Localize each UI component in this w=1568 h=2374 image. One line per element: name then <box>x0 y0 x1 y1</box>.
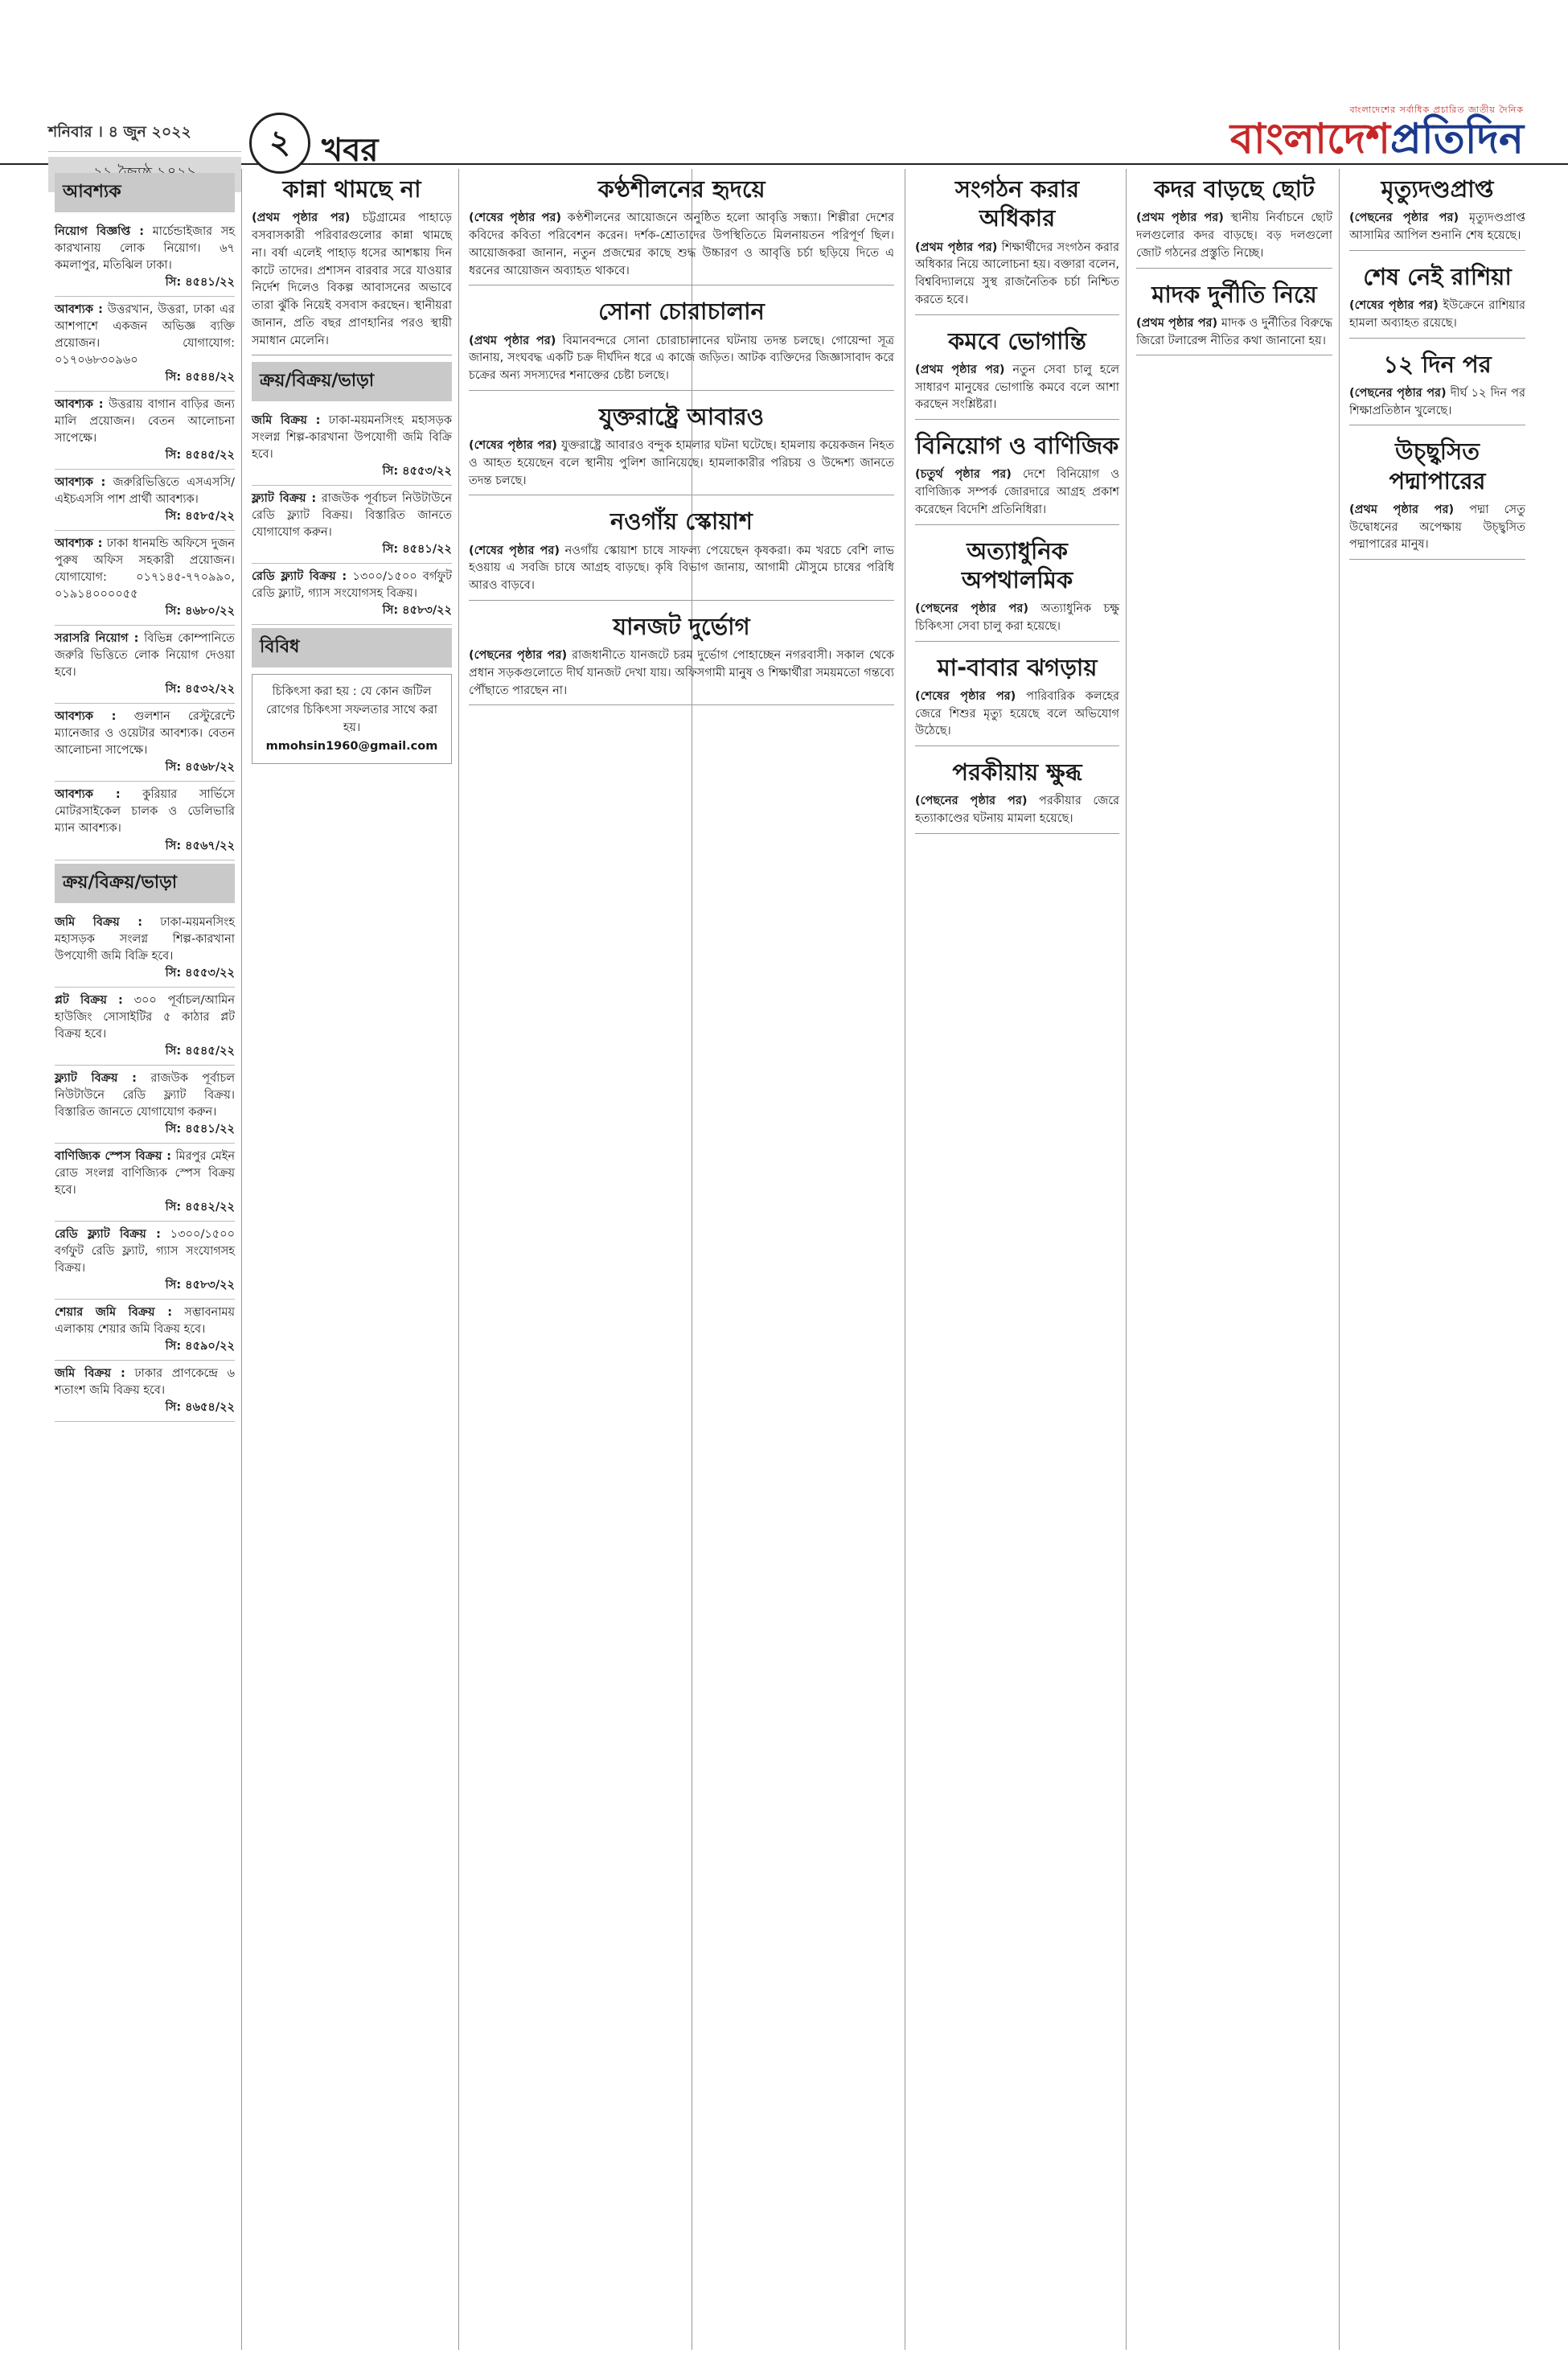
story-body: (শেষের পৃষ্ঠার পর) পারিবারিক কলহের জেরে শিশুর মৃত্যু হয়েছে বলে অভিযোগ উঠেছে। <box>915 689 1119 738</box>
story-body: (শেষের পৃষ্ঠার পর) যুক্তরাষ্ট্রে আবারও বন্দুক হামলার ঘটনা ঘটেছে। হামলায় কয়েকজন নিহত ও আহত হয়েছেন বলে স্থানীয় পুলিশ জানিয়েছে। হামলাকারীর পরিচয় ও উদ্দেশ্য জানতে তদন্ত চলছে। <box>469 439 895 487</box>
column-rule <box>1126 169 1127 2350</box>
news-story <box>469 397 894 496</box>
news-story <box>915 532 1119 642</box>
news-story <box>1349 432 1525 560</box>
news-story <box>1349 345 1525 426</box>
page-number: ২ <box>249 113 310 174</box>
news-story <box>915 648 1119 747</box>
column-rule <box>1339 169 1340 2350</box>
news-story <box>469 292 894 391</box>
classified-ad: আবশ্যক : ঢাকা ধানমন্ডি অফিসে দুজন পুরুষ অফিস সহকারী প্রয়োজন। যোগাযোগ: ০১৭১৪৫-৭৭০৯৯০, ০১৯১৪০০০০৫৫ সি: ৪৬৮০/২২ <box>55 531 235 626</box>
classified-ad: ফ্ল্যাট বিক্রয় : রাজউক পূর্বাচল নিউটাউনে রেডি ফ্ল্যাট বিক্রয়। বিস্তারিত জানতে যোগাযোগ করুন। সি: ৪৫৪১/২২ <box>55 1066 235 1144</box>
logo-part1: বাংলাদেশ <box>1229 114 1391 163</box>
newspaper-logo <box>1158 103 1524 163</box>
story-headline: সংগঠন করার অধিকার <box>954 175 1080 232</box>
news-column <box>1343 165 1532 2350</box>
classified-heading-sale-2: ক্রয়/বিক্রয়/ভাড়া <box>252 362 452 401</box>
classified-ad: আবশ্যক : উত্তরায় বাগান বাড়ির জন্য মালি প্রয়োজন। বেতন আলোচনা সাপেক্ষে। সি: ৪৫৪৫/২২ <box>55 392 235 470</box>
story-headline: অত্যাধুনিক অপথালমিক <box>961 536 1073 594</box>
classified-ad: জমি বিক্রয় : ঢাকার প্রাণকেন্দ্রে ৬ শতাংশ জমি বিক্রয় হবে। সি: ৪৬৫৪/২২ <box>55 1361 235 1422</box>
story-body: (প্রথম পৃষ্ঠার পর) চট্টগ্রামের পাহাড়ে বসবাসকারী পরিবারগুলোর কান্না থামছে না। বর্ষা এলেই পাহাড় ধসের আশঙ্কায় দিন কাটে তাদের। প্রশাসন বারবার সরে যাওয়ার নির্দেশ দিলেও বিকল্প আবাসনের অভাবে তারা ঝুঁকি নিয়েই বসবাস করছেন। স্থানীয়রা জানান, প্রতি বছর প্রাণহানির পরও স্থায়ী সমাধান মেলেনি। <box>252 212 452 347</box>
classified-heading-sale: ক্রয়/বিক্রয়/ভাড়া <box>55 864 235 903</box>
story-body: (প্রথম পৃষ্ঠার পর) শিক্ষার্থীদের সংগঠন করার অধিকার নিয়ে আলোচনা হয়। বক্তারা বলেন, বিশ্ববিদ্যালয়ে সুস্থ রাজনৈতিক চর্চা নিশ্চিত করতে হবে। <box>915 240 1119 306</box>
story-body: (প্রথম পৃষ্ঠার পর) মাদক ও দুর্নীতির বিরুদ্ধে জিরো টলারেন্স নীতির কথা জানানো হয়। <box>1136 316 1333 347</box>
news-story <box>1136 275 1332 356</box>
misc-email: mmohsin1960@gmail.com <box>265 739 438 753</box>
misc-ad: চিকিৎসা করা হয় : যে কোন জটিল রোগের চিকিৎসা সফলতার সাথে করা হয়। mmohsin1960@gmail.com <box>252 674 452 764</box>
news-story <box>469 502 894 601</box>
news-story <box>469 170 894 285</box>
section-title: খবর <box>322 132 379 169</box>
classified-heading-jobs: আবশ্যক <box>55 173 235 212</box>
news-story <box>915 426 1119 525</box>
classified-ad: ফ্ল্যাট বিক্রয় : রাজউক পূর্বাচল নিউটাউনে রেডি ফ্ল্যাট বিক্রয়। বিস্তারিত জানতে যোগাযোগ করুন। সি: ৪৫৪১/২২ <box>252 486 452 564</box>
classified-ad: শেয়ার জমি বিক্রয় : সম্ভাবনাময় এলাকায় শেয়ার জমি বিক্রয় হবে। সি: ৪৫৯০/২২ <box>55 1300 235 1361</box>
story-body: (পেছনের পৃষ্ঠার পর) রাজধানীতে যানজটে চরম দুর্ভোগ পোহাচ্ছেন নগরবাসী। সকাল থেকে প্রধান সড়কগুলোতে দীর্ঘ যানজট দেখা যায়। অফিসগামী মানুষ ও শিক্ষার্থীরা সময়মতো গন্তব্যে পৌঁছাতে পারছেন না। <box>469 649 895 697</box>
story-headline: যুক্তরাষ্ট্রে আবারও <box>598 402 765 430</box>
classified-heading-misc: বিবিধ <box>252 628 452 667</box>
story-headline: কান্না থামছে না <box>282 175 421 203</box>
story-headline: বিনিয়োগ ও বাণিজিক <box>915 432 1119 459</box>
classified-ad: আবশ্যক : উত্তরখান, উত্তরা, ঢাকা এর আশপাশে একজন অভিজ্ঞ ব্যক্তি প্রয়োজন। যোগাযোগ: ০১৭০৬৮৩০৯৬০ সি: ৪৫৪৪/২২ <box>55 297 235 392</box>
logo-part2: প্রতিদিন <box>1390 114 1524 163</box>
story-body: (প্রথম পৃষ্ঠার পর) স্থানীয় নির্বাচনে ছোট দলগুলোর কদর বাড়ছে। বড় দলগুলো জোট গঠনের প্রস্তুতি নিচ্ছে। <box>1136 212 1333 260</box>
logo-wordmark <box>1158 114 1524 163</box>
story-body: (পেছনের পৃষ্ঠার পর) দীর্ঘ ১২ দিন পর শিক্ষাপ্রতিষ্ঠান খুলেছে। <box>1349 386 1525 417</box>
weekday-date: শনিবার । ৪ জুন ২০২২ <box>48 121 241 152</box>
news-story <box>1136 170 1332 269</box>
classified-ad: জমি বিক্রয় : ঢাকা-ময়মনসিংহ মহাসড়ক সংলগ্ন শিল্প-কারখানা উপযোগী জমি বিক্রি হবে। সি: ৪৫৫৩/২২ <box>252 408 452 486</box>
classified-ad: বাণিজ্যিক স্পেস বিক্রয় : মিরপুর মেইন রোড সংলগ্ন বাণিজ্যিক স্পেস বিক্রয় হবে। সি: ৪৫৪২/২২ <box>55 1144 235 1222</box>
classifieds-column <box>48 165 241 2350</box>
classified-ad: রেডি ফ্ল্যাট বিক্রয় : ১৩০০/১৫০০ বর্গফুট রেডি ফ্ল্যাট, গ্যাস সংযোগসহ বিক্রয়। সি: ৪৫৮৩/২২ <box>252 564 452 625</box>
classified-ad: আবশ্যক : জরুরিভিত্তিতে এসএসসি/এইচএসসি পাশ প্রার্থী আবশ্যক। সি: ৪৫৮৫/২২ <box>55 470 235 531</box>
news-story <box>1349 257 1525 339</box>
story-body: (শেষের পৃষ্ঠার পর) কণ্ঠশীলনের আয়োজনে অনুষ্ঠিত হলো আবৃত্তি সন্ধ্যা। শিল্পীরা দেশের কবিদের কবিতা পরিবেশন করেন। দর্শক-শ্রোতাদের উপস্থিতিতে মিলনায়তন পরিপূর্ণ ছিল। আয়োজকরা জানান, নতুন প্রজন্মের কাছে শুদ্ধ উচ্চারণ ও আবৃত্তি চর্চা ছড়িয়ে দিতে এ ধরনের আয়োজন অব্যাহত থাকবে। <box>469 212 894 277</box>
news-story <box>252 170 452 355</box>
story-body: (পেছনের পৃষ্ঠার পর) অত্যাধুনিক চক্ষু চিকিৎসা সেবা চালু করা হয়েছে। <box>915 602 1120 633</box>
story-body: (পেছনের পৃষ্ঠার পর) মৃত্যুদণ্ডপ্রাপ্ত আসামির আপিল শুনানি শেষ হয়েছে। <box>1349 212 1526 242</box>
story-headline: সোনা চোরাচালান <box>598 298 765 326</box>
news-column <box>909 165 1126 2350</box>
classified-ad: সরাসরি নিয়োগ : বিভিন্ন কোম্পানিতে জরুরি ভিত্তিতে লোক নিয়োগ দেওয়া হবে। সি: ৪৫৩২/২২ <box>55 626 235 704</box>
story-body: (পেছনের পৃষ্ঠার পর) পরকীয়ার জেরে হত্যাকাণ্ডের ঘটনায় মামলা হয়েছে। <box>915 795 1120 825</box>
news-story <box>915 753 1119 834</box>
classified-ad: প্লট বিক্রয় : ৩০০ পূর্বাচল/আমিন হাউজিং সোসাইটির ৫ কাঠার প্লট বিক্রয় হবে। সি: ৪৫৪৫/২২ <box>55 988 235 1066</box>
story-body: (শেষের পৃষ্ঠার পর) ইউক্রেনে রাশিয়ার হামলা অব্যাহত রয়েছে। <box>1349 299 1526 330</box>
classified-ad: নিয়োগ বিজ্ঞপ্তি : মার্চেন্ডাইজার সহ কারখানায় লোক নিয়োগ। ৬৭ কমলাপুর, মতিঝিল ঢাকা। সি: ৪৫৪১/২২ <box>55 219 235 297</box>
story-headline: উচ্ছ্বসিত পদ্মাপারের <box>1389 437 1486 495</box>
classified-ad: আবশ্যক : কুরিয়ার সার্ভিসে মোটরসাইকেল চালক ও ডেলিভারি ম্যান আবশ্যক। সি: ৪৫৬৭/২২ <box>55 782 235 860</box>
story-headline: কদর বাড়ছে ছোট <box>1154 175 1315 203</box>
story-body: (চতুর্থ পৃষ্ঠার পর) দেশে বিনিয়োগ ও বাণিজ্যিক সম্পর্ক জোরদারে আগ্রহ প্রকাশ করেছেন বিদেশি প্রতিনিধিরা। <box>915 468 1120 516</box>
story-headline: নওগাঁয় স্কোয়াশ <box>610 507 753 536</box>
story-headline: মা-বাবার ঝগড়ায় <box>937 653 1098 681</box>
story-body: (প্রথম পৃষ্ঠার পর) বিমানবন্দরে সোনা চোরাচালানের ঘটনায় তদন্ত চলছে। গোয়েন্দা সূত্র জানায়, সংঘবদ্ধ একটি চক্র দীর্ঘদিন ধরে এ কাজে জড়িত। আটক ব্যক্তিদের জিজ্ঞাসাবাদ করে চক্রের অন্য সদস্যদের শনাক্তের চেষ্টা চলছে। <box>469 334 894 382</box>
story-headline: কমবে ভোগান্তি <box>948 327 1086 355</box>
story-body: (শেষের পৃষ্ঠার পর) নওগাঁয় স্কোয়াশ চাষে সাফল্য পেয়েছেন কৃষকরা। কম খরচে বেশি লাভ হওয়ায় এ সবজি চাষে আগ্রহ বাড়ছে। কৃষি বিভাগ জানায়, আগামী মৌসুমে চাষের পরিধি আরও বাড়বে। <box>469 544 895 592</box>
story-headline: মৃত্যুদণ্ডপ্রাপ্ত <box>1381 175 1494 203</box>
story-headline: শেষ নেই রাশিয়া <box>1363 262 1512 290</box>
classified-ad: রেডি ফ্ল্যাট বিক্রয় : ১৩০০/১৫০০ বর্গফুট রেডি ফ্ল্যাট, গ্যাস সংযোগসহ বিক্রয়। সি: ৪৫৮৩/২২ <box>55 1222 235 1300</box>
logo-tagline: বাংলাদেশের সর্বাধিক প্রচারিত জাতীয় দৈনিক <box>1349 105 1524 115</box>
column-rule <box>241 169 242 2350</box>
story-headline: যানজট দুর্ভোগ <box>613 612 750 640</box>
news-story <box>915 322 1119 421</box>
news-column <box>1130 165 1339 2350</box>
news-column <box>462 165 901 2350</box>
masthead <box>0 0 1568 169</box>
news-story <box>915 170 1119 315</box>
column-rule <box>458 169 459 2350</box>
story-headline: ১২ দিন পর <box>1383 350 1492 378</box>
news-story <box>1349 170 1525 251</box>
classified-ad: আবশ্যক : গুলশান রেস্টুরেন্টে ম্যানেজার ও ওয়েটার আবশ্যক। বেতন আলোচনা সাপেক্ষে। সি: ৪৫৬৮/২২ <box>55 704 235 782</box>
story-headline: পরকীয়ায় ক্ষুব্ধ <box>952 758 1082 786</box>
story-body: (প্রথম পৃষ্ঠার পর) পদ্মা সেতু উদ্বোধনের অপেক্ষায় উচ্ছ্বসিত পদ্মাপারের মানুষ। <box>1349 503 1525 552</box>
story-body: (প্রথম পৃষ্ঠার পর) নতুন সেবা চালু হলে সাধারণ মানুষের ভোগান্তি কমবে বলে আশা করছেন সংশ্লিষ্টরা। <box>915 363 1119 412</box>
news-story <box>469 607 894 706</box>
story-headline: মাদক দুর্নীতি নিয়ে <box>1151 280 1317 308</box>
news-column <box>245 165 458 2350</box>
story-headline: কণ্ঠশীলনের হৃদয়ে <box>597 175 766 203</box>
classified-ad: জমি বিক্রয় : ঢাকা-ময়মনসিংহ মহাসড়ক সংলগ্ন শিল্প-কারখানা উপযোগী জমি বিক্রি হবে। সি: ৪৫৫৩/২২ <box>55 910 235 988</box>
